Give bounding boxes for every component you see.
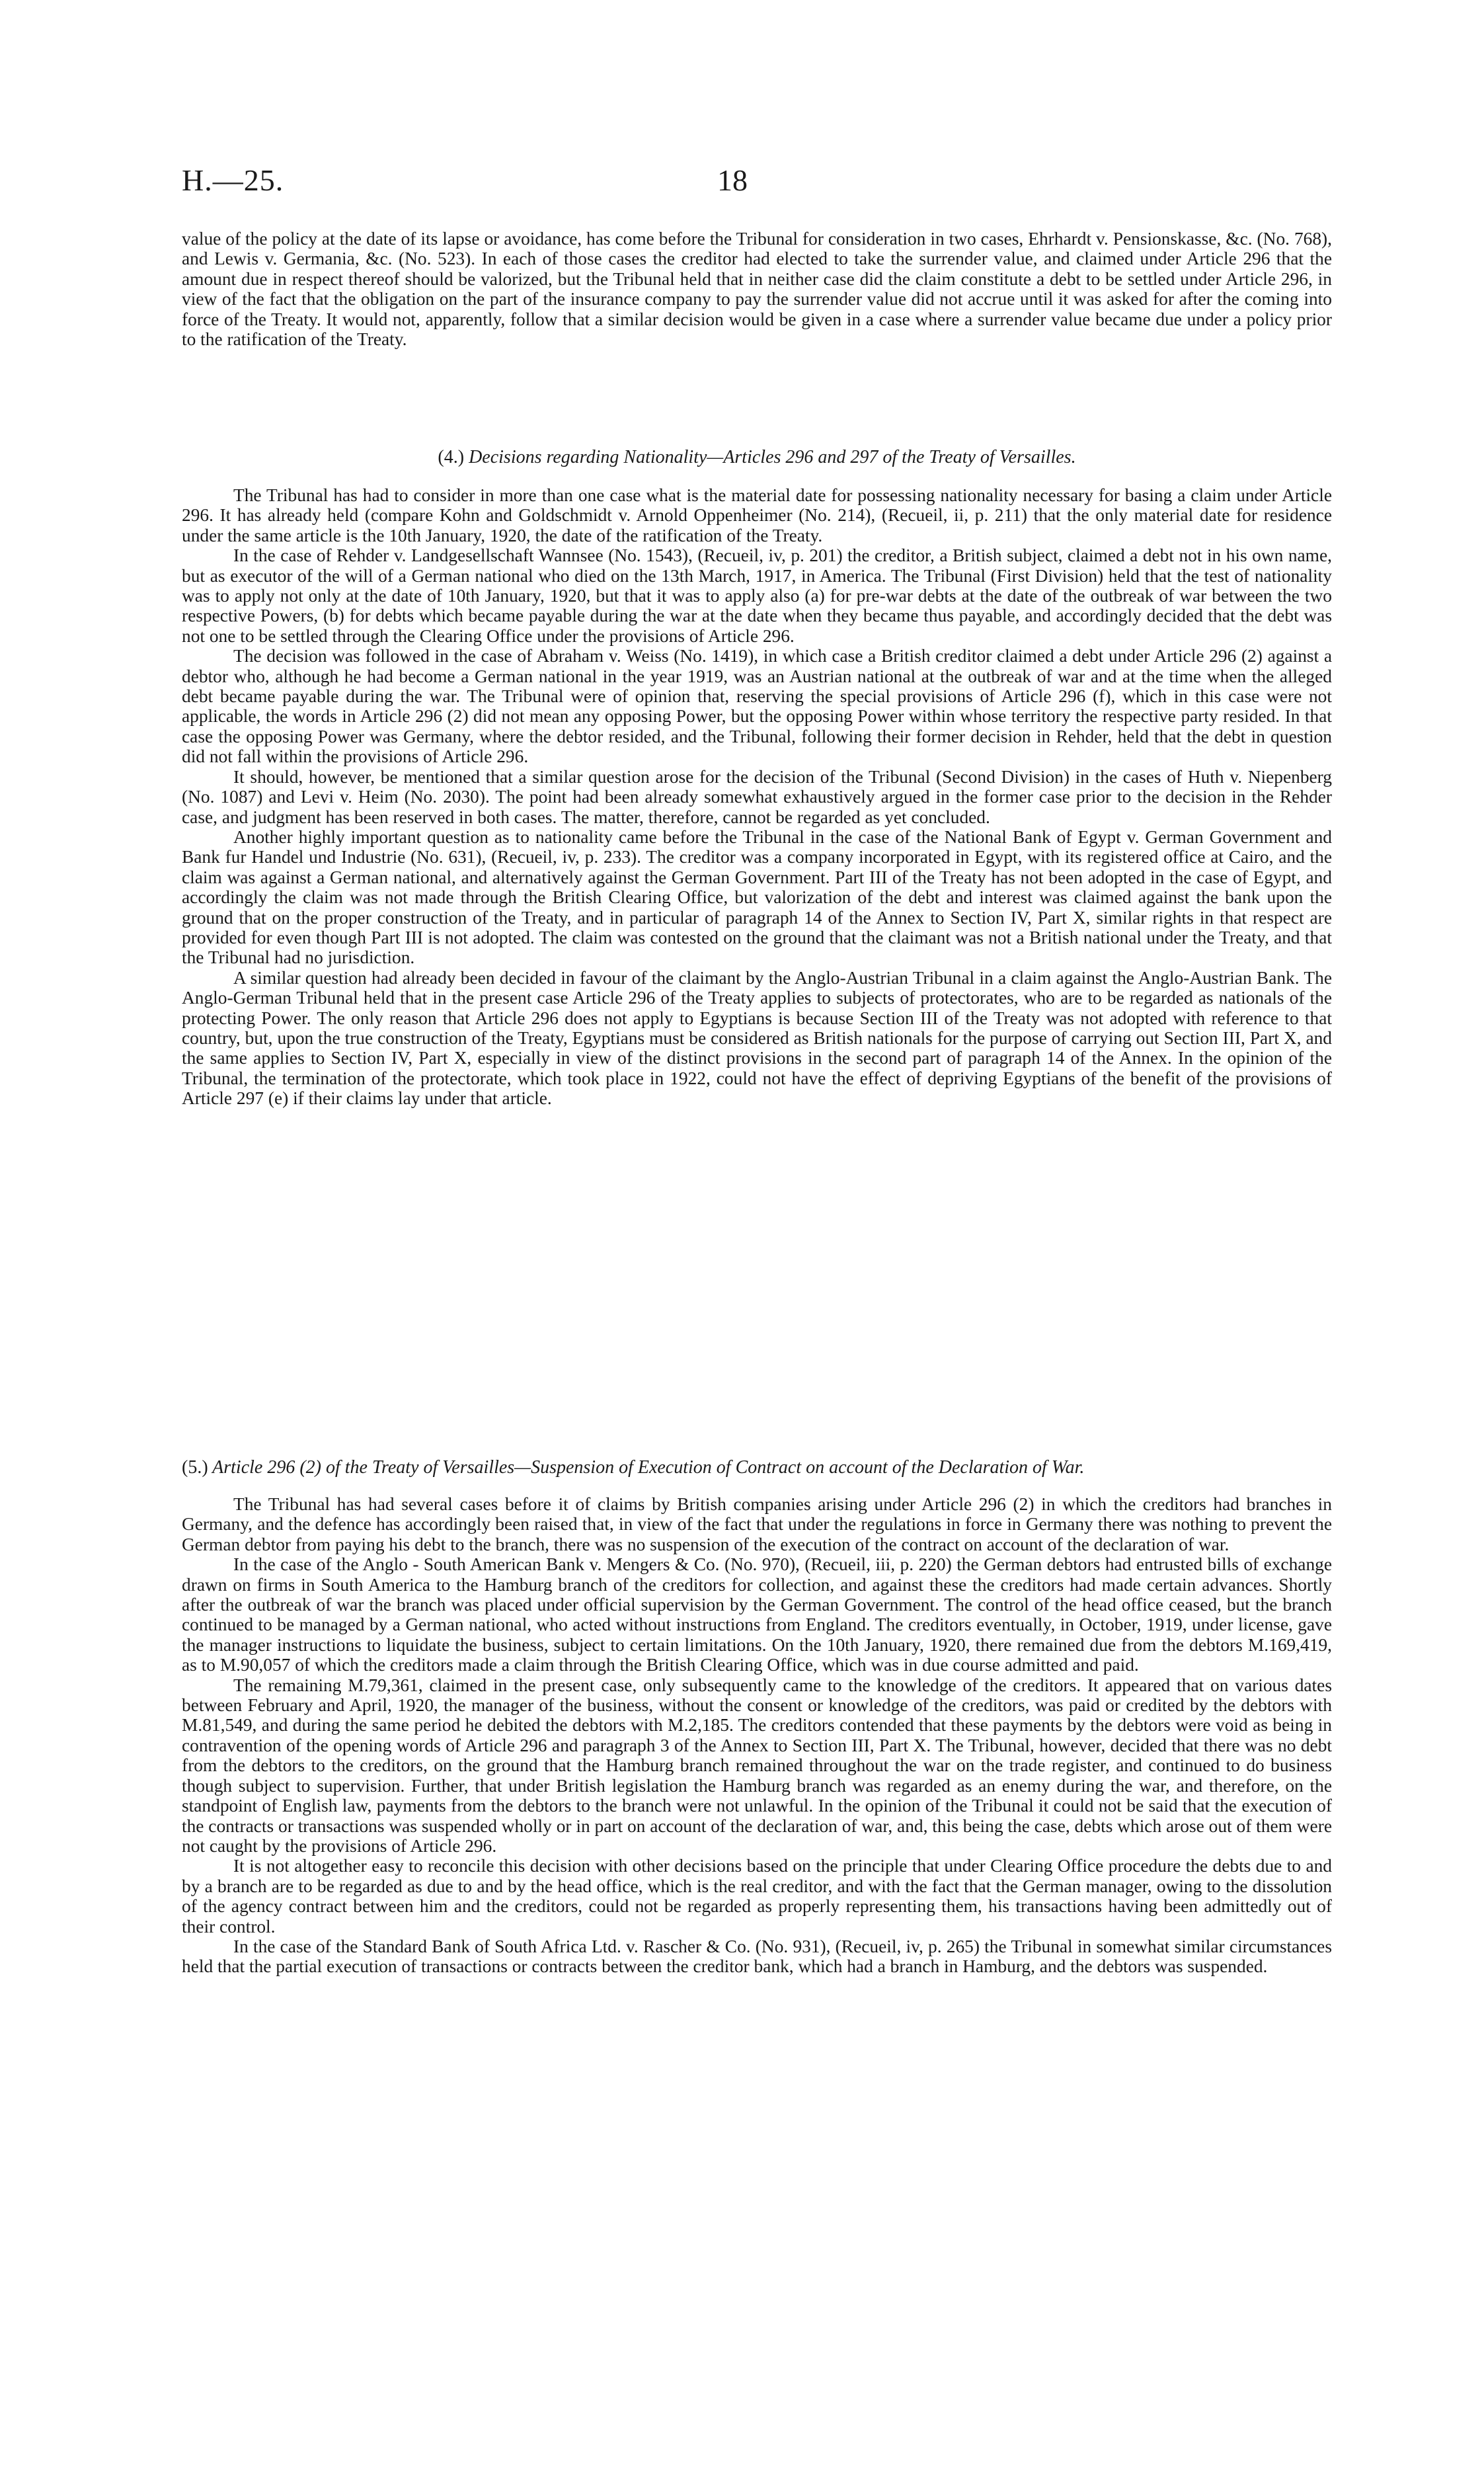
section-5-body xyxy=(182,1494,1332,1977)
paragraph: In the case of the Standard Bank of South Africa Ltd. v. Rascher & Co. (No. 931), (Recueil, iv, p. 265) the Tribunal in somewhat similar circumstances held that the partial execution of transactions or contracts between the creditor bank, which had a branch in Hamburg, and the debtors was suspended. xyxy=(182,1936,1332,1977)
paragraph: The decision was followed in the case of Abraham v. Weiss (No. 1419), in which case a British creditor claimed a debt under Article 296 (2) against a debtor who, although he had become a German national in the year 1919, was an Austrian national at the outbreak of war and at the time when the alleged debt became payable during the war. The Tribunal were of opinion that, reserving the special provisions of Article 296 (f), which in this case were not applicable, the words in Article 296 (2) did not mean any opposing Power, but the opposing Power within whose territory the respective party resided. In that case the opposing Power was Germany, where the debtor resided, and the Tribunal, following their former decision in Rehder, held that the debt in question did not fall within the provisions of Article 296. xyxy=(182,646,1332,767)
section-4-body xyxy=(182,485,1332,1109)
paragraph: Another highly important question as to nationality came before the Tribunal in the case of the National Bank of Egypt v. German Government and Bank fur Handel und Industrie (No. 631), (Recueil, iv, p. 233). The creditor was a company incorporated in Egypt, with its registered office at Cairo, and the claim was against a German national, and alternatively against the German Government. Part III of the Treaty has not been adopted in the case of Egypt, and accordingly the claim was not made through the British Clearing Office, but valorization of the debt and interest was claimed against the bank upon the ground that on the proper construction of the Treaty, and in particular of paragraph 14 of the Annex to Section IV, Part X, similar rights in that respect are provided for even though Part III is not adopted. The claim was contested on the ground that the claimant was not a British national under the Treaty, and that the Tribunal had no jurisdiction. xyxy=(182,826,1332,968)
paragraph: The Tribunal has had to consider in more than one case what is the material date for possessing nationality necessary for basing a claim under Article 296. It has already held (compare Kohn and Goldschmidt v. Arnold Oppenheimer (No. 214), (Recueil, ii, p. 211) that the only material date for residence under the same article is the 10th January, 1920, the date of the ratification of the Treaty. xyxy=(182,485,1332,545)
paragraph: The Tribunal has had several cases before it of claims by British companies arising under Article 296 (2) in which the creditors had branches in Germany, and the defence has accordingly been raised that, in view of the fact that under the regulations in force in Germany there was nothing to prevent the German debtor from paying his debt to the branch, there was no suspension of the execution of the contract on account of the declaration of war. xyxy=(182,1494,1332,1554)
section-heading-4 xyxy=(182,447,1332,468)
continued-paragraph-block xyxy=(182,229,1332,349)
paragraph: In the case of Rehder v. Landgesellschaft Wannsee (No. 1543), (Recueil, iv, p. 201) the creditor, a British subject, claimed a debt not in his own name, but as executor of the will of a German national who died on the 13th March, 1917, in America. The Tribunal (First Division) held that the test of nationality was to apply not only at the date of 10th January, 1920, but that it was to apply also (a) for pre-war debts at the date of the outbreak of war between the two respective Powers, (b) for debts which became payable during the war at the date when they became thus payable, and accordingly decided that the debt was not one to be settled through the Clearing Office under the provisions of Article 296. xyxy=(182,545,1332,646)
section-number: (5.) xyxy=(182,1457,208,1478)
paragraph: It should, however, be mentioned that a similar question arose for the decision of the Tribunal (Second Division) in the cases of Huth v. Niepenberg (No. 1087) and Levi v. Heim (No. 2030). The point had been already somewhat exhaustively argued in the former case prior to the decision in the Rehder case, and judgment has been reserved in both cases. The matter, therefore, cannot be regarded as yet concluded. xyxy=(182,766,1332,827)
paragraph: The remaining M.79,361, claimed in the present case, only subsequently came to the knowledge of the creditors. It appeared that on various dates between February and April, 1920, the manager of the business, without the consent or knowledge of the creditors, was paid or credited by the debtors with M.81,549, and during the same period he debited the debtors with M.2,185. The creditors contended that these payments by the debtors were void as being in contravention of the opening words of Article 296 and paragraph 3 of the Annex to Section III, Part X. The Tribunal, however, decided that there was no debt from the debtors to the creditors, on the ground that the Hamburg branch remained throughout the war on the trade register, and continued to do business though subject to supervision. Further, that under British legislation the Hamburg branch was regarded as an enemy during the war, and therefore, on the standpoint of English law, payments from the debtors to the branch were not unlawful. In the opinion of the Tribunal it could not be said that the execution of the contracts or transactions was suspended wholly or in part on account of the declaration of war, and, this being the case, debts which arose out of them were not caught by the provisions of Article 296. xyxy=(182,1675,1332,1856)
paragraph: A similar question had already been decided in favour of the claimant by the Anglo-Austrian Tribunal in a claim against the Anglo-Austrian Bank. The Anglo-German Tribunal held that in the present case Article 296 of the Treaty applies to subjects of protectorates, who are to be regarded as nationals of the protecting Power. The only reason that Article 296 does not apply to Egyptians is because Section III of the Treaty was not adopted with reference to that country, but, upon the true construction of the Treaty, Egyptians must be considered as British nationals for the purpose of carrying out Section III, Part X, and the same applies to Section IV, Part X, especially in view of the distinct provisions in the second part of paragraph 14 of the Annex. In the opinion of the Tribunal, the termination of the protectorate, which took place in 1922, could not have the effect of depriving Egyptians of the benefit of the provisions of Article 297 (e) if their claims lay under that article. xyxy=(182,967,1332,1109)
section-number: (4.) xyxy=(438,447,465,467)
section-title: Decisions regarding Nationality—Articles 296 and 297 of the Treaty of Versailles. xyxy=(469,447,1076,467)
section-heading-5 xyxy=(182,1457,1332,1478)
section-title: Article 296 (2) of the Treaty of Versailles—Suspension of Execution of Contract on account of the Declaration of War. xyxy=(212,1457,1085,1478)
page-number: 18 xyxy=(717,163,748,197)
paragraph: value of the policy at the date of its lapse or avoidance, has come before the Tribunal for consideration in two cases, Ehrhardt v. Pensionskasse, &c. (No. 768), and Lewis v. Germania, &c. (No. 523). In each of those cases the creditor had elected to take the surrender value, and claimed under Article 296 that the amount due in respect thereof should be valorized, but the Tribunal held that in neither case did the claim constitute a debt to be settled under Article 296, in view of the fact that the obligation on the part of the insurance company to pay the surrender value did not accrue until it was asked for after the coming into force of the Treaty. It would not, apparently, follow that a similar decision would be given in a case where a surrender value became due under a policy prior to the ratification of the Treaty. xyxy=(182,229,1332,350)
document-reference: H.—25. xyxy=(182,163,284,197)
paragraph: In the case of the Anglo - South American Bank v. Mengers & Co. (No. 970), (Recueil, iii, p. 220) the German debtors had entrusted bills of exchange drawn on firms in South America to the Hamburg branch of the creditors for collection, and against these the creditors had made certain advances. Shortly after the outbreak of war the branch was placed under official supervision by the German Government. The control of the head office ceased, but the branch continued to be managed by a German national, who acted without instructions from England. The creditors eventually, in October, 1919, under license, gave the manager instructions to liquidate the business, subject to certain limitations. On the 10th January, 1920, there remained due from the debtors M.169,419, as to M.90,057 of which the creditors made a claim through the British Clearing Office, which was in due course admitted and paid. xyxy=(182,1554,1332,1675)
paragraph: It is not altogether easy to reconcile this decision with other decisions based on the principle that under Clearing Office procedure the debts due to and by a branch are to be regarded as due to and by the head office, which is the real creditor, and with the fact that the German manager, owing to the dissolution of the agency contract between him and the creditors, could not be regarded as properly representing them, his transactions having been admittedly out of their control. xyxy=(182,1856,1332,1937)
